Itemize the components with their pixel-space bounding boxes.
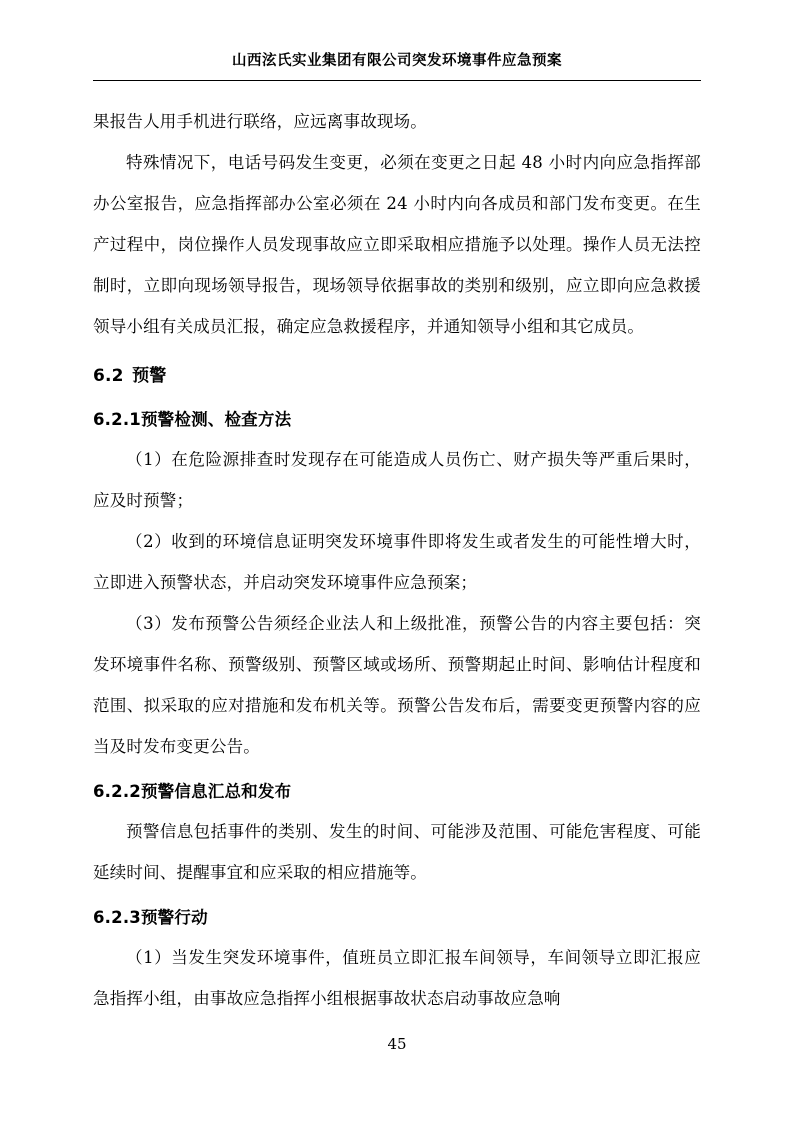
section-heading	[93, 357, 701, 395]
paragraph: （1）在危险源排查时发现存在可能造成人员伤亡、财产损失等严重后果时，应及时预警；	[93, 449, 701, 510]
subsection-number: 6.2.1	[93, 409, 141, 429]
paragraph: 果报告人用手机进行联络，应远离事故现场。	[93, 111, 427, 131]
page-content	[93, 52, 701, 1019]
subsection-heading	[93, 899, 701, 937]
paragraph: 特殊情况下，电话号码发生变更，必须在变更之日起 48 小时内向应急指挥部办公室报告，应急指挥部办公室必须在 24 小时内向各成员和部门发布变更。在生产过程中，岗位操作人员发现事故应立即采取相应措施予以处理。操作人员无法控制时，立即向现场领导报告，现场领导依据事故的类别和级别，应立即向应急救援领导小组有关成员汇报，确定应急救援程序，并通知领导小组和其它成员。	[93, 152, 701, 336]
paragraph: （2）收到的环境信息证明突发环境事件即将发生或者发生的可能性增大时，立即进入预警状态，并启动突发环境事件应急预案；	[93, 531, 701, 592]
subsection-title: 预警检测、检查方法	[140, 409, 292, 429]
section-title: 预警	[132, 365, 167, 386]
subsection-number: 6.2.2	[93, 781, 141, 801]
document-body	[93, 101, 701, 1019]
page-header-title: 山西泫氏实业集团有限公司突发环境事件应急预案	[93, 52, 701, 81]
page-number: 45	[387, 1035, 407, 1053]
subsection-title: 预警信息汇总和发布	[140, 781, 292, 801]
subsection-heading	[93, 773, 701, 811]
paragraph: （1）当发生突发环境事件，值班员立即汇报车间领导，车间领导立即汇报应急指挥小组，由事故应急指挥小组根据事故状态启动事故应急响	[93, 947, 701, 1008]
paragraph: 预警信息包括事件的类别、发生的时间、可能涉及范围、可能危害程度、可能延续时间、提醒事宜和应采取的相应措施等。	[93, 821, 701, 882]
subsection-title: 预警行动	[140, 907, 208, 927]
subsection-heading	[93, 401, 701, 439]
section-number: 6.2	[93, 365, 124, 386]
subsection-number: 6.2.3	[93, 907, 141, 927]
paragraph: （3）发布预警公告须经企业法人和上级批准，预警公告的内容主要包括：突发环境事件名称、预警级别、预警区域或场所、预警期起止时间、影响估计程度和范围、拟采取的应对措施和发布机关等。预警公告发布后，需要变更预警内容的应当及时发布变更公告。	[93, 613, 701, 756]
